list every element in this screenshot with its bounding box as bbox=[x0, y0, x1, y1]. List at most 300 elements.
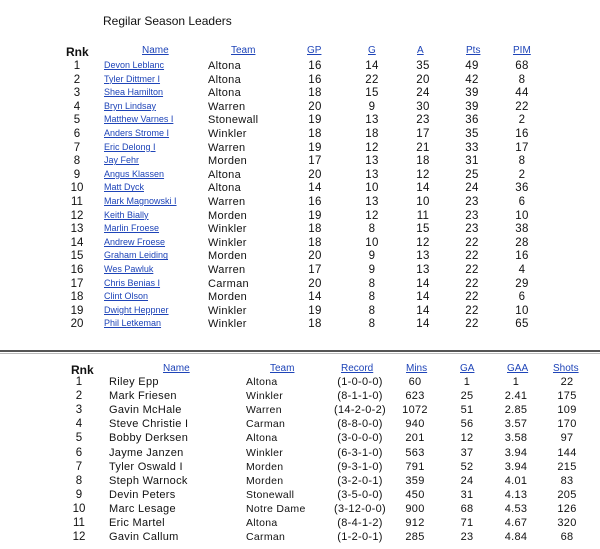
player-name-link[interactable]: Graham Leiding bbox=[104, 250, 169, 261]
name-header[interactable]: Name bbox=[142, 45, 169, 56]
points-cell: 23 bbox=[465, 223, 479, 236]
rank-cell: 10 bbox=[72, 502, 86, 515]
goals-cell: 8 bbox=[368, 223, 376, 236]
assists-cell: 17 bbox=[416, 128, 430, 140]
goalie-name-cell: Bobby Derksen bbox=[109, 432, 189, 445]
player-name-link[interactable]: Keith Bially bbox=[104, 209, 149, 220]
rank-cell: 3 bbox=[75, 404, 83, 417]
shots-cell: 22 bbox=[560, 376, 574, 388]
ga-cell: 71 bbox=[460, 517, 474, 529]
shots-cell: 97 bbox=[560, 432, 574, 445]
rank-cell: 11 bbox=[73, 517, 85, 529]
gaa-cell: 3.94 bbox=[504, 446, 528, 459]
skater-row bbox=[0, 250, 600, 264]
rank-cell: 19 bbox=[70, 304, 84, 317]
section-divider bbox=[0, 350, 600, 352]
gp-cell: 19 bbox=[308, 209, 322, 222]
team-cell: Winkler bbox=[208, 236, 247, 249]
goals-cell: 9 bbox=[368, 100, 376, 113]
pim-cell: 4 bbox=[518, 264, 526, 276]
rank-cell: 1 bbox=[73, 60, 81, 72]
player-name-link[interactable]: Marlin Froese bbox=[104, 223, 160, 234]
gp-cell: 18 bbox=[308, 87, 322, 100]
mins-cell: 563 bbox=[405, 446, 425, 459]
assists-cell: 24 bbox=[416, 87, 430, 100]
rank-cell: 6 bbox=[75, 446, 83, 459]
goalie-name-cell: Jayme Janzen bbox=[109, 446, 184, 459]
player-name-link[interactable]: Eric Delong I bbox=[104, 141, 156, 152]
goalie-name-cell: Marc Lesage bbox=[109, 502, 176, 515]
rank-header: Rnk bbox=[71, 363, 94, 377]
ga-header[interactable]: GA bbox=[460, 363, 475, 374]
team-cell: Carman bbox=[246, 418, 286, 431]
team-cell: Altona bbox=[246, 432, 278, 445]
rank-cell: 8 bbox=[73, 155, 81, 168]
rank-header: Rnk bbox=[66, 45, 89, 59]
player-name-link[interactable]: Matt Dyck bbox=[104, 182, 145, 193]
team-header[interactable]: Team bbox=[270, 363, 295, 374]
team-cell: Warren bbox=[208, 264, 246, 276]
pim-cell: 16 bbox=[515, 128, 529, 140]
pim-cell: 8 bbox=[518, 155, 526, 168]
team-cell: Winkler bbox=[208, 318, 247, 331]
shots-header[interactable]: Shots bbox=[553, 363, 579, 374]
points-cell: 25 bbox=[465, 168, 479, 181]
points-cell: 22 bbox=[465, 236, 479, 249]
team-cell: Altona bbox=[208, 87, 241, 100]
record-cell: (9-3-1-0) bbox=[337, 460, 383, 473]
shots-cell: 170 bbox=[557, 418, 577, 431]
goalie-row bbox=[0, 404, 600, 418]
skater-row bbox=[0, 196, 600, 210]
ga-cell: 25 bbox=[460, 390, 474, 403]
rank-cell: 15 bbox=[70, 250, 84, 263]
gp-header[interactable]: GP bbox=[307, 45, 322, 56]
pim-cell: 16 bbox=[515, 250, 529, 263]
team-cell: Altona bbox=[208, 168, 241, 181]
gp-cell: 17 bbox=[308, 155, 322, 168]
points-cell: 31 bbox=[465, 155, 479, 168]
pim-cell: 38 bbox=[515, 223, 529, 236]
gp-cell: 14 bbox=[308, 291, 322, 304]
pim-cell: 36 bbox=[515, 182, 529, 195]
gp-cell: 20 bbox=[308, 250, 322, 263]
assists-cell: 12 bbox=[416, 168, 430, 181]
mins-header[interactable]: Mins bbox=[406, 363, 428, 374]
gp-cell: 20 bbox=[308, 100, 322, 113]
rank-cell: 8 bbox=[75, 474, 83, 487]
record-cell: (1-0-0-0) bbox=[337, 376, 383, 388]
player-name-link[interactable]: Andrew Froese bbox=[104, 236, 166, 247]
assists-cell: 14 bbox=[416, 182, 430, 195]
team-cell: Notre Dame bbox=[246, 502, 306, 515]
goalie-name-cell: Mark Friesen bbox=[109, 390, 177, 403]
goalie-name-cell: Gavin Callum bbox=[109, 531, 179, 544]
skater-row bbox=[0, 155, 600, 169]
rank-cell: 11 bbox=[71, 196, 83, 208]
pim-cell: 2 bbox=[518, 168, 526, 181]
player-name-link[interactable]: Bryn Lindsay bbox=[104, 100, 157, 111]
ga-cell: 12 bbox=[460, 432, 474, 445]
team-cell: Morden bbox=[208, 209, 248, 222]
skater-row bbox=[0, 264, 600, 278]
goalie-row bbox=[0, 390, 600, 404]
rank-cell: 3 bbox=[73, 87, 81, 100]
skater-row bbox=[0, 210, 600, 224]
gaa-cell: 3.58 bbox=[504, 432, 528, 445]
goalie-row bbox=[0, 376, 600, 390]
team-cell: Winkler bbox=[246, 390, 284, 403]
shots-cell: 68 bbox=[560, 531, 574, 544]
rank-cell: 12 bbox=[70, 209, 84, 222]
goalie-row bbox=[0, 418, 600, 432]
player-name-link[interactable]: Wes Pawluk bbox=[104, 264, 154, 274]
record-cell: (6-3-1-0) bbox=[337, 446, 383, 459]
mins-cell: 285 bbox=[405, 531, 425, 544]
assists-cell: 23 bbox=[416, 114, 430, 127]
record-cell: (8-8-0-0) bbox=[337, 418, 383, 431]
rank-cell: 16 bbox=[70, 264, 84, 276]
gp-cell: 14 bbox=[308, 182, 322, 195]
rank-cell: 5 bbox=[75, 432, 83, 445]
goalie-name-cell: Eric Martel bbox=[109, 517, 165, 529]
goals-cell: 8 bbox=[368, 291, 376, 304]
goalie-row bbox=[0, 503, 600, 517]
points-cell: 22 bbox=[465, 304, 479, 317]
team-cell: Altona bbox=[208, 182, 241, 195]
rank-cell: 2 bbox=[73, 73, 81, 86]
gaa-cell: 4.84 bbox=[504, 531, 528, 544]
rank-cell: 1 bbox=[75, 376, 83, 388]
rank-cell: 17 bbox=[70, 277, 84, 290]
assists-cell: 14 bbox=[416, 304, 430, 317]
gaa-cell: 1 bbox=[512, 376, 520, 388]
goals-cell: 8 bbox=[368, 277, 376, 290]
player-name-link[interactable]: Dwight Heppner bbox=[104, 304, 169, 315]
team-cell: Altona bbox=[208, 73, 241, 86]
goalie-name-cell: Gavin McHale bbox=[109, 404, 182, 417]
section-divider-shadow bbox=[0, 353, 600, 354]
player-name-link[interactable]: Shea Hamilton bbox=[104, 87, 164, 98]
team-cell: Carman bbox=[246, 531, 286, 544]
team-header[interactable]: Team bbox=[231, 45, 256, 56]
shots-cell: 320 bbox=[557, 517, 577, 529]
gp-cell: 19 bbox=[308, 114, 322, 127]
team-cell: Warren bbox=[208, 196, 246, 208]
team-cell: Winkler bbox=[208, 304, 247, 317]
team-cell: Winkler bbox=[208, 128, 247, 140]
team-cell: Morden bbox=[208, 250, 248, 263]
skater-row bbox=[0, 101, 600, 115]
record-header[interactable]: Record bbox=[341, 363, 374, 374]
record-cell: (3-12-0-0) bbox=[334, 502, 386, 515]
assists-cell: 12 bbox=[416, 236, 430, 249]
rank-cell: 4 bbox=[73, 100, 81, 113]
points-cell: 42 bbox=[465, 73, 479, 86]
name-header[interactable]: Name bbox=[163, 363, 190, 374]
player-name-link[interactable]: Phil Letkeman bbox=[104, 318, 162, 329]
rank-cell: 9 bbox=[73, 168, 81, 181]
player-name-link[interactable]: Devon Leblanc bbox=[104, 60, 165, 70]
ga-cell: 68 bbox=[460, 502, 474, 515]
assists-cell: 14 bbox=[416, 277, 430, 290]
goalie-name-cell: Tyler Oswald I bbox=[109, 460, 183, 473]
rank-cell: 6 bbox=[73, 128, 81, 140]
points-cell: 23 bbox=[465, 209, 479, 222]
points-cell: 22 bbox=[465, 250, 479, 263]
skater-row bbox=[0, 142, 600, 156]
assists-cell: 30 bbox=[416, 100, 430, 113]
skater-row bbox=[0, 74, 600, 88]
shots-cell: 109 bbox=[557, 404, 577, 417]
goalie-name-cell: Steph Warnock bbox=[109, 474, 188, 487]
mins-cell: 450 bbox=[405, 488, 425, 501]
record-cell: (1-2-0-1) bbox=[337, 531, 383, 544]
team-cell: Warren bbox=[208, 100, 246, 113]
points-cell: 22 bbox=[465, 291, 479, 304]
gp-cell: 16 bbox=[308, 60, 322, 72]
player-name-link[interactable]: Anders Strome I bbox=[104, 128, 170, 138]
pim-cell: 8 bbox=[518, 73, 526, 86]
goals-cell: 22 bbox=[365, 73, 379, 86]
gaa-cell: 4.67 bbox=[504, 517, 528, 529]
goals-cell: 14 bbox=[365, 60, 379, 72]
assists-header[interactable]: A bbox=[417, 45, 424, 56]
team-cell: Warren bbox=[246, 404, 282, 417]
skater-row bbox=[0, 182, 600, 196]
goalie-header-row bbox=[0, 363, 600, 377]
team-cell: Warren bbox=[208, 141, 246, 154]
points-cell: 22 bbox=[465, 264, 479, 276]
gaa-cell: 3.94 bbox=[504, 460, 528, 473]
assists-cell: 21 bbox=[416, 141, 430, 154]
player-name-link[interactable]: Jay Fehr bbox=[104, 155, 140, 166]
goals-cell: 12 bbox=[365, 141, 379, 154]
goals-cell: 8 bbox=[368, 318, 376, 331]
player-name-link[interactable]: Chris Benias I bbox=[104, 277, 161, 288]
record-cell: (8-4-1-2) bbox=[337, 517, 383, 529]
goals-cell: 13 bbox=[365, 196, 379, 208]
goals-cell: 12 bbox=[365, 209, 379, 222]
gaa-cell: 2.41 bbox=[504, 390, 528, 403]
rank-cell: 20 bbox=[70, 318, 84, 331]
points-header[interactable]: Pts bbox=[466, 45, 481, 56]
goals-cell: 10 bbox=[365, 236, 379, 249]
assists-cell: 14 bbox=[416, 291, 430, 304]
pim-cell: 68 bbox=[515, 60, 529, 72]
shots-cell: 205 bbox=[557, 488, 577, 501]
mins-cell: 912 bbox=[405, 517, 425, 529]
gp-cell: 18 bbox=[308, 223, 322, 236]
mins-cell: 940 bbox=[405, 418, 425, 431]
player-name-link[interactable]: Angus Klassen bbox=[104, 168, 165, 179]
gp-cell: 19 bbox=[308, 141, 322, 154]
gp-cell: 16 bbox=[308, 73, 322, 86]
goalie-name-cell: Riley Epp bbox=[109, 376, 159, 388]
assists-cell: 20 bbox=[416, 73, 430, 86]
gp-cell: 20 bbox=[308, 277, 322, 290]
pim-cell: 2 bbox=[518, 114, 526, 127]
goals-cell: 13 bbox=[365, 168, 379, 181]
team-cell: Morden bbox=[246, 460, 284, 473]
shots-cell: 83 bbox=[560, 474, 574, 487]
gp-cell: 18 bbox=[308, 128, 322, 140]
assists-cell: 11 bbox=[416, 209, 430, 222]
pim-cell: 44 bbox=[515, 87, 529, 100]
skater-row bbox=[0, 87, 600, 101]
goalie-row bbox=[0, 531, 600, 545]
points-cell: 35 bbox=[465, 128, 479, 140]
goals-cell: 8 bbox=[368, 304, 376, 317]
pim-cell: 29 bbox=[515, 277, 529, 290]
rank-cell: 5 bbox=[73, 114, 81, 127]
assists-cell: 35 bbox=[416, 60, 430, 72]
gaa-header[interactable]: GAA bbox=[507, 363, 529, 374]
goals-cell: 9 bbox=[368, 264, 376, 276]
ga-cell: 23 bbox=[460, 531, 474, 544]
skater-row bbox=[0, 169, 600, 183]
skater-row bbox=[0, 60, 600, 74]
mins-cell: 201 bbox=[405, 432, 425, 445]
shots-cell: 126 bbox=[557, 502, 577, 515]
goalie-row bbox=[0, 489, 600, 503]
rank-cell: 7 bbox=[75, 460, 83, 473]
skater-row bbox=[0, 114, 600, 128]
rank-cell: 10 bbox=[70, 182, 84, 195]
assists-cell: 10 bbox=[416, 196, 430, 208]
shots-cell: 144 bbox=[557, 446, 577, 459]
ga-cell: 37 bbox=[460, 446, 474, 459]
pim-cell: 6 bbox=[518, 196, 526, 208]
gp-cell: 20 bbox=[308, 168, 322, 181]
points-cell: 39 bbox=[465, 87, 479, 100]
team-cell: Morden bbox=[208, 155, 248, 168]
team-cell: Winkler bbox=[208, 223, 247, 236]
team-cell: Carman bbox=[208, 277, 249, 290]
rank-cell: 4 bbox=[75, 418, 83, 431]
record-cell: (3-5-0-0) bbox=[337, 488, 383, 501]
team-cell: Stonewall bbox=[246, 488, 295, 501]
shots-cell: 215 bbox=[557, 460, 577, 473]
pim-cell: 6 bbox=[518, 291, 526, 304]
rank-cell: 7 bbox=[73, 141, 81, 154]
points-cell: 49 bbox=[465, 60, 479, 72]
mins-cell: 1072 bbox=[402, 404, 428, 417]
record-cell: (14-2-0-2) bbox=[334, 404, 386, 417]
ga-cell: 51 bbox=[460, 404, 474, 417]
rank-cell: 2 bbox=[75, 390, 83, 403]
points-cell: 22 bbox=[465, 318, 479, 331]
player-name-link[interactable]: Mark Magnowski I bbox=[104, 196, 177, 206]
record-cell: (3-2-0-1) bbox=[337, 474, 383, 487]
points-cell: 39 bbox=[465, 100, 479, 113]
assists-cell: 14 bbox=[416, 318, 430, 331]
points-cell: 23 bbox=[465, 196, 479, 208]
ga-cell: 1 bbox=[463, 376, 471, 388]
goalie-row bbox=[0, 461, 600, 475]
team-cell: Winkler bbox=[246, 446, 284, 459]
team-cell: Morden bbox=[208, 291, 248, 304]
rank-cell: 18 bbox=[70, 291, 84, 304]
ga-cell: 52 bbox=[460, 460, 474, 473]
points-cell: 36 bbox=[465, 114, 479, 127]
ga-cell: 56 bbox=[460, 418, 474, 431]
pim-cell: 65 bbox=[515, 318, 529, 331]
page-title: Regilar Season Leaders bbox=[103, 14, 232, 28]
goals-header[interactable]: G bbox=[368, 45, 376, 56]
goalie-row bbox=[0, 432, 600, 446]
pim-cell: 22 bbox=[515, 100, 529, 113]
record-cell: (8-1-1-0) bbox=[337, 390, 383, 403]
gaa-cell: 2.85 bbox=[504, 404, 528, 417]
skater-row bbox=[0, 223, 600, 237]
gp-cell: 19 bbox=[308, 304, 322, 317]
rank-cell: 13 bbox=[70, 223, 84, 236]
pim-header[interactable]: PIM bbox=[513, 45, 531, 56]
skater-row bbox=[0, 128, 600, 142]
mins-cell: 791 bbox=[405, 460, 425, 473]
gp-cell: 16 bbox=[308, 196, 322, 208]
gaa-cell: 3.57 bbox=[504, 418, 528, 431]
skater-row bbox=[0, 278, 600, 292]
player-name-link[interactable]: Matthew Varnes I bbox=[104, 114, 174, 125]
mins-cell: 900 bbox=[405, 502, 425, 515]
points-cell: 24 bbox=[465, 182, 479, 195]
skater-row bbox=[0, 305, 600, 319]
goals-cell: 13 bbox=[365, 114, 379, 127]
assists-cell: 18 bbox=[416, 155, 430, 168]
rank-cell: 12 bbox=[72, 531, 86, 544]
skater-row bbox=[0, 237, 600, 251]
goalie-row bbox=[0, 475, 600, 489]
pim-cell: 17 bbox=[515, 141, 529, 154]
team-cell: Altona bbox=[246, 376, 278, 388]
team-cell: Morden bbox=[246, 474, 284, 487]
rank-cell: 14 bbox=[70, 236, 84, 249]
gaa-cell: 4.01 bbox=[504, 474, 528, 487]
points-cell: 33 bbox=[465, 141, 479, 154]
pim-cell: 10 bbox=[515, 304, 529, 317]
goalie-row bbox=[0, 517, 600, 531]
mins-cell: 623 bbox=[405, 390, 425, 403]
record-cell: (3-0-0-0) bbox=[337, 432, 383, 445]
goals-cell: 13 bbox=[365, 155, 379, 168]
skater-header-row bbox=[0, 45, 600, 59]
skater-row bbox=[0, 291, 600, 305]
goalie-name-cell: Devin Peters bbox=[109, 488, 176, 501]
gp-cell: 18 bbox=[308, 236, 322, 249]
ga-cell: 24 bbox=[460, 474, 474, 487]
team-cell: Stonewall bbox=[208, 114, 259, 127]
gaa-cell: 4.53 bbox=[504, 502, 528, 515]
ga-cell: 31 bbox=[460, 488, 474, 501]
player-name-link[interactable]: Tyler Dittmer I bbox=[104, 73, 161, 84]
shots-cell: 175 bbox=[557, 390, 577, 403]
assists-cell: 13 bbox=[416, 264, 430, 276]
gp-cell: 17 bbox=[308, 264, 322, 276]
goals-cell: 18 bbox=[365, 128, 379, 140]
assists-cell: 15 bbox=[416, 223, 430, 236]
goals-cell: 15 bbox=[365, 87, 379, 100]
gp-cell: 18 bbox=[308, 318, 322, 331]
rank-cell: 9 bbox=[75, 488, 83, 501]
player-name-link[interactable]: Clint Olson bbox=[104, 291, 149, 302]
mins-cell: 359 bbox=[405, 474, 425, 487]
pim-cell: 10 bbox=[515, 209, 529, 222]
team-cell: Altona bbox=[246, 517, 278, 529]
goals-cell: 9 bbox=[368, 250, 376, 263]
team-cell: Altona bbox=[208, 60, 241, 72]
